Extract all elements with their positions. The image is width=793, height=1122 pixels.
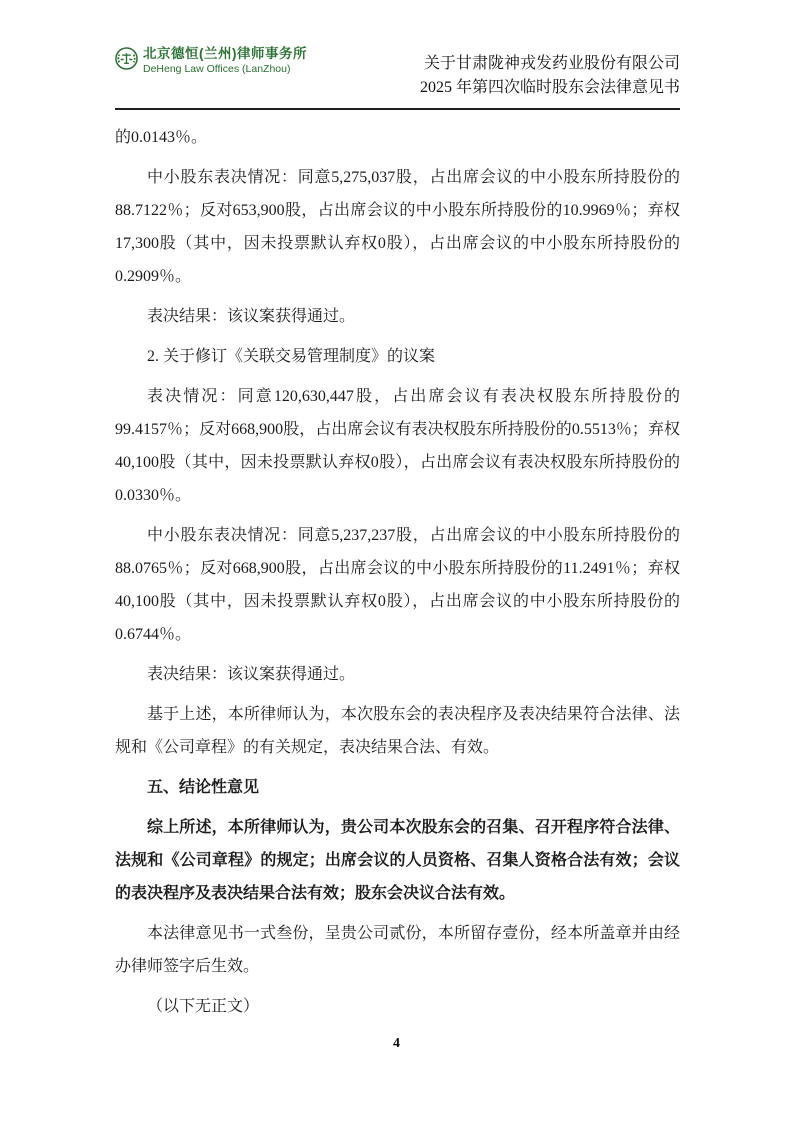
- page-number: 4: [393, 1036, 400, 1051]
- firm-name-en: DeHeng Law Offices (LanZhou): [143, 63, 291, 75]
- paragraph: 表决情况：同意120,630,447股，占出席会议有表决权股东所持股份的99.4157％；反对668,900股，占出席会议有表决权股东所持股份的0.5513％；弃权40,100股（其中，因未投票默认弃权0股），占出席会议有表决权股东所持股份的0.0330％。: [115, 388, 680, 504]
- document-title-line2: 2025 年第四次临时股东会法律意见书: [419, 79, 680, 96]
- paragraph: 的0.0143％。: [115, 129, 208, 146]
- header-divider: [115, 108, 680, 110]
- paragraph: 中小股东表决情况：同意5,237,237股，占出席会议的中小股东所持股份的88.0765％；反对668,900股，占出席会议的中小股东所持股份的11.2491％；弃权40,100股（其中，因未投票默认弃权0股），占出席会议的中小股东所持股份的0.6744％。: [115, 527, 680, 643]
- paragraph: 五、结论性意见: [147, 779, 260, 796]
- paragraph: 基于上述，本所律师认为，本次股东会的表决程序及表决结果符合法律、法规和《公司章程》的有关规定，表决结果合法、有效。: [115, 706, 680, 756]
- law-firm-brand: [115, 46, 307, 76]
- document-title-line1: 关于甘肃陇神戎发药业股份有限公司: [423, 55, 680, 72]
- page-header: [115, 0, 680, 110]
- paragraph: 本法律意见书一式叁份，呈贵公司贰份，本所留存壹份，经本所盖章并由经办律师签字后生效。: [115, 925, 680, 975]
- document-title: [420, 52, 680, 100]
- scales-wreath-emblem-icon: [115, 47, 138, 70]
- paragraph: （以下无正文）: [147, 998, 260, 1015]
- paragraph: 综上所述，本所律师认为，贵公司本次股东会的召集、召开程序符合法律、法规和《公司章程》的规定；出席会议的人员资格、召集人资格合法有效；会议的表决程序及表决结果合法有效；股东会决议合法有效。: [115, 819, 680, 902]
- paragraph: 中小股东表决情况：同意5,275,037股，占出席会议的中小股东所持股份的88.7122％；反对653,900股，占出席会议的中小股东所持股份的10.9969％；弃权17,300股（其中，因未投票默认弃权0股），占出席会议的中小股东所持股份的0.2909％。: [115, 169, 680, 285]
- paragraph: 表决结果：该议案获得通过。: [147, 308, 356, 325]
- firm-name-cn: 北京德恒(兰州)律师事务所: [143, 46, 307, 61]
- document-body: [115, 121, 680, 1023]
- paragraph: 2. 关于修订《关联交易管理制度》的议案: [147, 348, 436, 365]
- paragraph: 表决结果：该议案获得通过。: [147, 666, 356, 683]
